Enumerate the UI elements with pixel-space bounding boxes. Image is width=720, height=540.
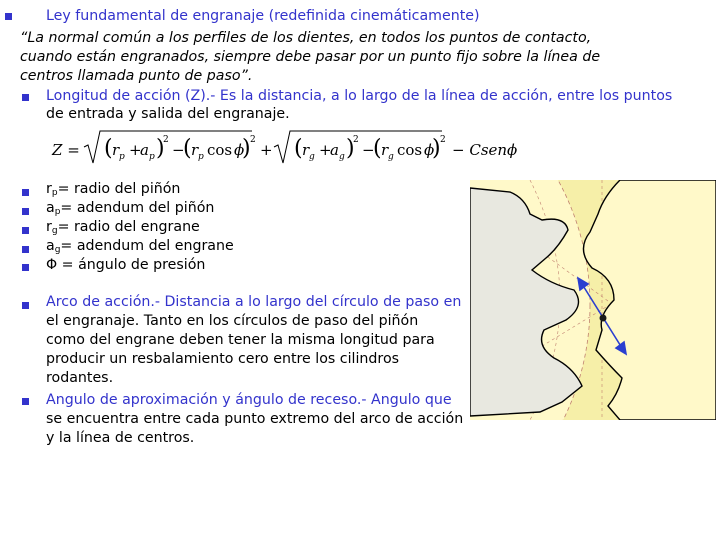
- svg-text:p: p: [149, 152, 155, 162]
- svg-text:p: p: [119, 152, 125, 162]
- svg-text:(: (: [373, 136, 382, 161]
- bullet: [5, 13, 12, 20]
- quote-line-1: “La normal común a los perfiles de los dientes, en todos los puntos de contacto,: [20, 30, 592, 46]
- heading-label: Ley fundamental de engranaje (redefinida cinemáticamente): [46, 8, 480, 24]
- svg-text:p: p: [198, 152, 204, 162]
- arc-line-2: el engranaje. Tanto en los círculos de paso del piñón: [46, 313, 419, 329]
- definition-ag: $a_g=$ adendum del engrane: [46, 238, 234, 255]
- definition-phi: Φ = ángulo de presión: [46, 257, 206, 273]
- svg-text:−: −: [172, 141, 185, 159]
- svg-text:+: +: [319, 141, 332, 159]
- bullet: [22, 264, 29, 271]
- bullet: [22, 94, 29, 101]
- bullet: [22, 302, 29, 309]
- definition-rg: $r_g=$ radio del engrane: [46, 219, 200, 236]
- approach-line-2: se encuentra entre cada punto extremo del arco de acción: [46, 411, 464, 427]
- svg-text:− Csenϕ: − Csenϕ: [452, 141, 518, 159]
- svg-text:): ): [346, 136, 355, 161]
- svg-text:+: +: [129, 141, 142, 159]
- svg-text:(: (: [183, 136, 192, 161]
- svg-text:2: 2: [163, 135, 169, 145]
- svg-text:): ): [432, 136, 441, 161]
- arc-line-1: Arco de acción.- Distancia a lo largo del círculo de paso en: [46, 294, 462, 310]
- svg-text:r: r: [302, 141, 310, 159]
- approach-line-1: Angulo de aproximación y ángulo de receso.- Angulo que: [46, 392, 452, 408]
- definition-rp: $r_p=$ radio del piñón: [46, 181, 181, 198]
- quote-line-2: cuando están engranados, siempre debe pasar por un punto fijo sobre la línea de: [20, 49, 601, 65]
- svg-text:): ): [156, 136, 165, 161]
- svg-text:2: 2: [250, 135, 256, 145]
- action-length-line-2: de entrada y salida del engranaje.: [46, 106, 290, 122]
- bullet: [22, 208, 29, 215]
- svg-text:a: a: [330, 141, 339, 159]
- arc-line-4: producir un resbalamiento cero entre los cilindros: [46, 351, 400, 367]
- definition-ap: $a_p=$ adendum del piñón: [46, 200, 215, 217]
- svg-text:r: r: [191, 141, 199, 159]
- svg-text:g: g: [309, 152, 315, 162]
- quote-line-3: centros llamada punto de paso”.: [20, 68, 253, 84]
- bullet: [22, 227, 29, 234]
- formula-lhs: Z =: [52, 141, 80, 159]
- svg-text:ϕ: ϕ: [424, 141, 435, 159]
- svg-text:−: −: [362, 141, 375, 159]
- bullet: [22, 246, 29, 253]
- svg-text:2: 2: [353, 135, 359, 145]
- approach-line-3: y la línea de centros.: [46, 430, 195, 446]
- svg-text:r: r: [112, 141, 120, 159]
- arc-line-5: rodantes.: [46, 370, 114, 386]
- svg-text:(: (: [294, 136, 303, 161]
- bullet: [22, 189, 29, 196]
- action-length-line-1: Longitud de acción (Z).- Es la distancia, a lo largo de la línea de acción, entre los puntos: [46, 88, 673, 104]
- svg-text:2: 2: [440, 135, 446, 145]
- svg-text:a: a: [140, 141, 149, 159]
- svg-text:ϕ: ϕ: [234, 141, 245, 159]
- svg-text:): ): [242, 136, 251, 161]
- action-length-formula: [50, 127, 530, 169]
- svg-text:r: r: [381, 141, 389, 159]
- bullet: [22, 398, 29, 405]
- svg-text:cos: cos: [397, 141, 423, 159]
- svg-text:g: g: [388, 152, 394, 162]
- gear-mesh-figure: [470, 180, 716, 420]
- arc-line-3: como del engrane deben tener la misma longitud para: [46, 332, 435, 348]
- svg-text:+: +: [260, 141, 273, 159]
- svg-text:(: (: [104, 136, 113, 161]
- svg-text:cos: cos: [207, 141, 233, 159]
- svg-text:g: g: [339, 152, 345, 162]
